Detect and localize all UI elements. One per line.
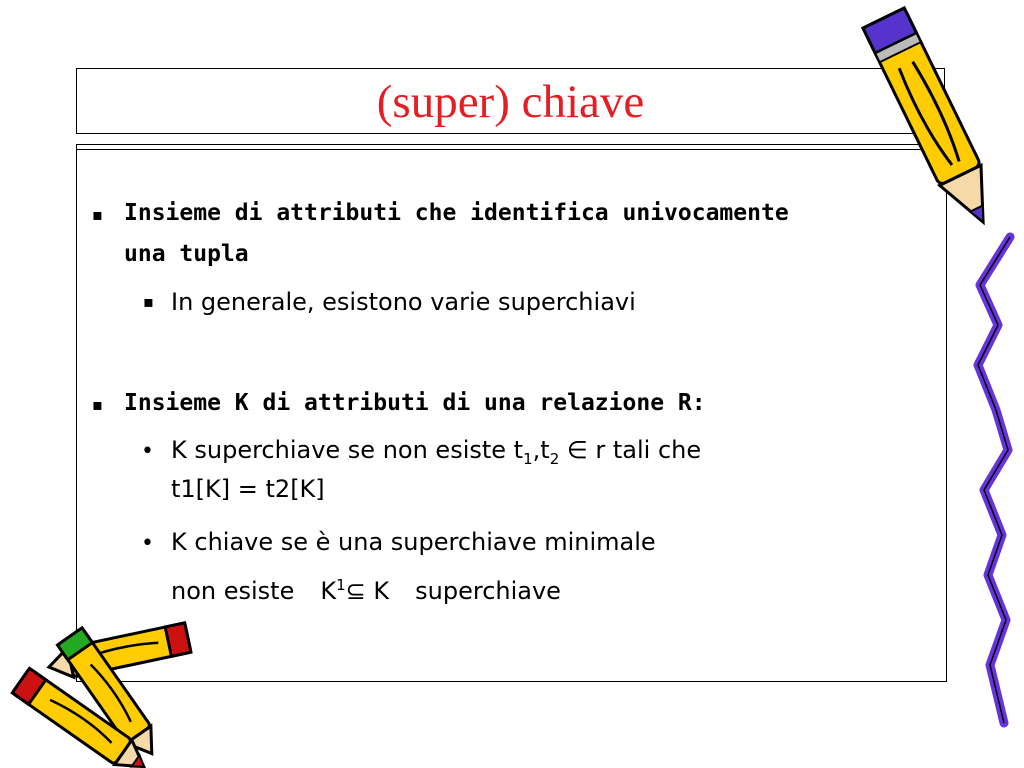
bullet-3-line-1 [171, 436, 701, 468]
sub-bullet-superchiavi: In generale, esistono varie superchiavi [171, 288, 636, 316]
k-symbol: K [320, 577, 337, 605]
bullet-1-line-2: una tupla [124, 241, 249, 267]
bullet-1-line-1: Insieme di attributi che identifica univocamente [124, 200, 789, 226]
pencil-top-right-icon [850, 0, 1010, 250]
subset-k-text: ⊆ K [345, 577, 390, 605]
subscript-2: 2 [549, 449, 560, 468]
superscript-1: 1 [336, 576, 346, 594]
squiggle-right-icon [968, 235, 1024, 725]
content-top-rule [77, 149, 946, 150]
square-bullet-icon: ▪ [143, 292, 154, 311]
bullet-4-text: K chiave se è una superchiave minimale [171, 528, 656, 556]
pencils-bottom-left-icon [0, 615, 205, 765]
bullet-3-text-b: ,t [532, 436, 550, 464]
superchiave-word: superchiave [415, 577, 561, 605]
bullet-2-text: Insieme K di attributi di una relazione R: [124, 390, 706, 416]
bullet-3-text-a: K superchiave se non esiste t [171, 436, 524, 464]
square-bullet-icon: ▪ [92, 205, 103, 224]
square-bullet-icon: ▪ [92, 395, 103, 414]
title-box [76, 68, 945, 134]
slide-title: (super) chiave [376, 75, 645, 128]
non-esiste-line [171, 576, 561, 605]
bullet-3-text-c: ∈ r tali che [559, 436, 702, 464]
dot-bullet-icon: • [141, 531, 154, 556]
dot-bullet-icon: • [141, 439, 154, 464]
non-esiste-text: non esiste [171, 577, 295, 605]
subscript-1: 1 [523, 449, 533, 468]
bullet-3-line-2: t1[K] = t2[K] [171, 475, 325, 503]
